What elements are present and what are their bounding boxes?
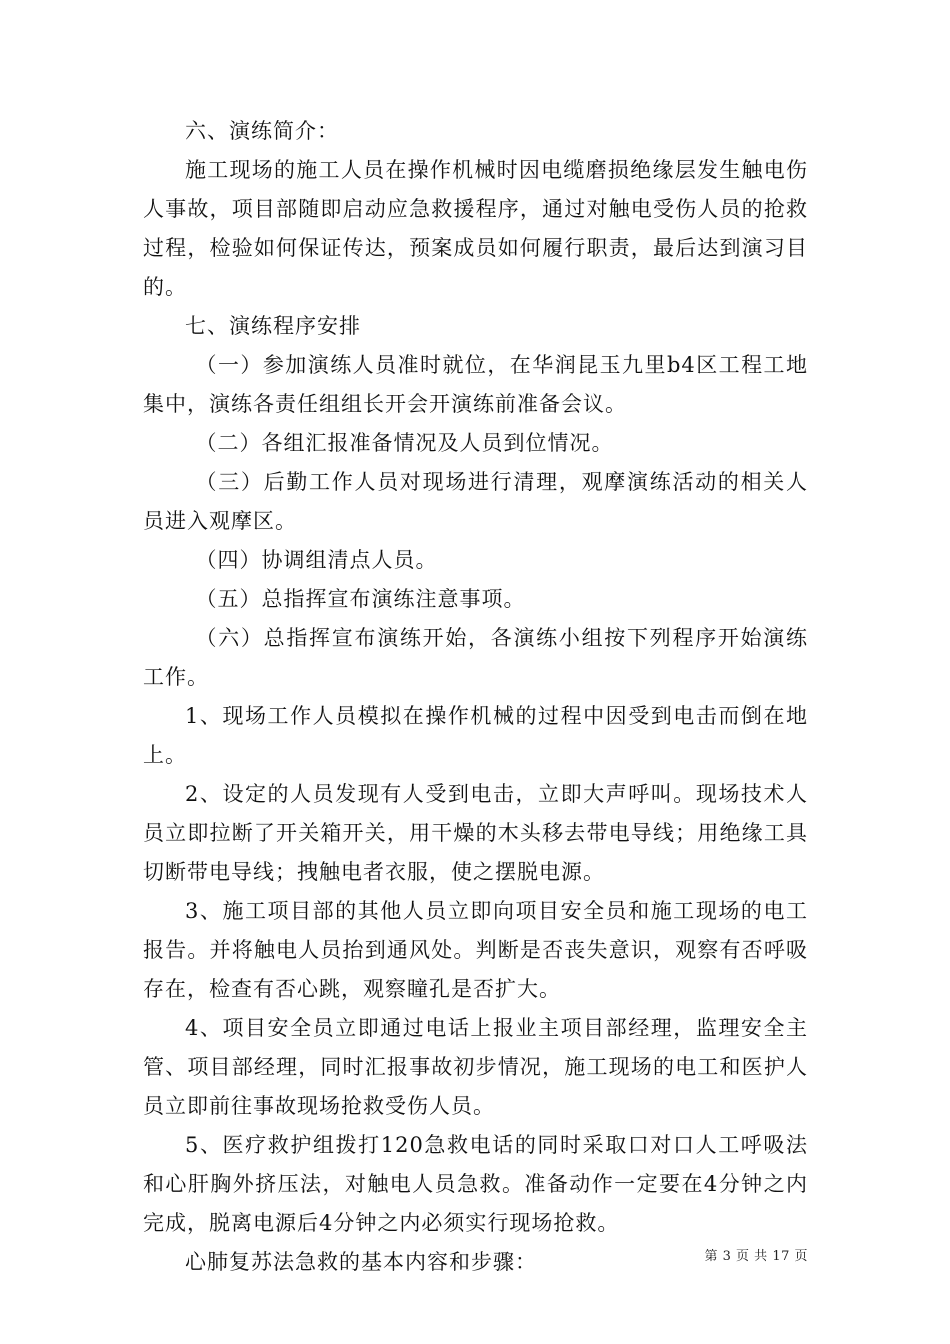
paragraph-step-2: （二）各组汇报准备情况及人员到位情况。 (195, 431, 614, 455)
paragraph-step-5: （五）总指挥宣布演练注意事项。 (195, 587, 526, 611)
section-heading-drill-procedure: 七、演练程序安排 (185, 314, 361, 338)
paragraph-substep-4: 4、项目安全员立即通过电话上报业主项目部经理，监理安全主管、项目部经理，同时汇报事故初步情况，施工现场的电工和医护人员立即前往事故现场抢救受伤人员。 (143, 1016, 808, 1118)
paragraph-drill-intro: 施工现场的施工人员在操作机械时因电缆磨损绝缘层发生触电伤人事故，项目部随即启动应急救援程序，通过对触电受伤人员的抢救过程，检验如何保证传达，预案成员如何履行职责，最后达到演习目的。 (143, 158, 808, 299)
paragraph-step-4: （四）协调组清点人员。 (195, 548, 438, 572)
paragraph-step-6: （六）总指挥宣布演练开始，各演练小组按下列程序开始演练工作。 (143, 626, 808, 689)
paragraph-substep-5: 5、医疗救护组拨打120急救电话的同时采取口对口人工呼吸法和心肝胸外挤压法，对触电人员急救。准备动作一定要在4分钟之内完成，脱离电源后4分钟之内必须实行现场抢救。 (143, 1133, 808, 1235)
paragraph-step-3: （三）后勤工作人员对现场进行清理，观摩演练活动的相关人员进入观摩区。 (143, 470, 808, 533)
document-body (143, 112, 808, 1282)
paragraph-substep-3: 3、施工项目部的其他人员立即向项目安全员和施工现场的电工报告。并将触电人员抬到通风处。判断是否丧失意识，观察有否呼吸存在，检查有否心跳，观察瞳孔是否扩大。 (143, 899, 808, 1001)
paragraph-step-1: （一）参加演练人员准时就位，在华润昆玉九里b4区工程工地集中，演练各责任组组长开会开演练前准备会议。 (143, 353, 808, 416)
paragraph-substep-1: 1、现场工作人员模拟在操作机械的过程中因受到电击而倒在地上。 (143, 704, 808, 767)
paragraph-substep-2: 2、设定的人员发现有人受到电击，立即大声呼叫。现场技术人员立即拉断了开关箱开关，用干燥的木头移去带电导线；用绝缘工具切断带电导线；拽触电者衣服，使之摆脱电源。 (143, 782, 808, 884)
paragraph-cpr-heading: 心肺复苏法急救的基本内容和步骤： (185, 1250, 537, 1274)
section-heading-drill-intro: 六、演练简介： (185, 119, 339, 143)
page-number-footer: 第 3 页 共 17 页 (704, 1249, 808, 1264)
